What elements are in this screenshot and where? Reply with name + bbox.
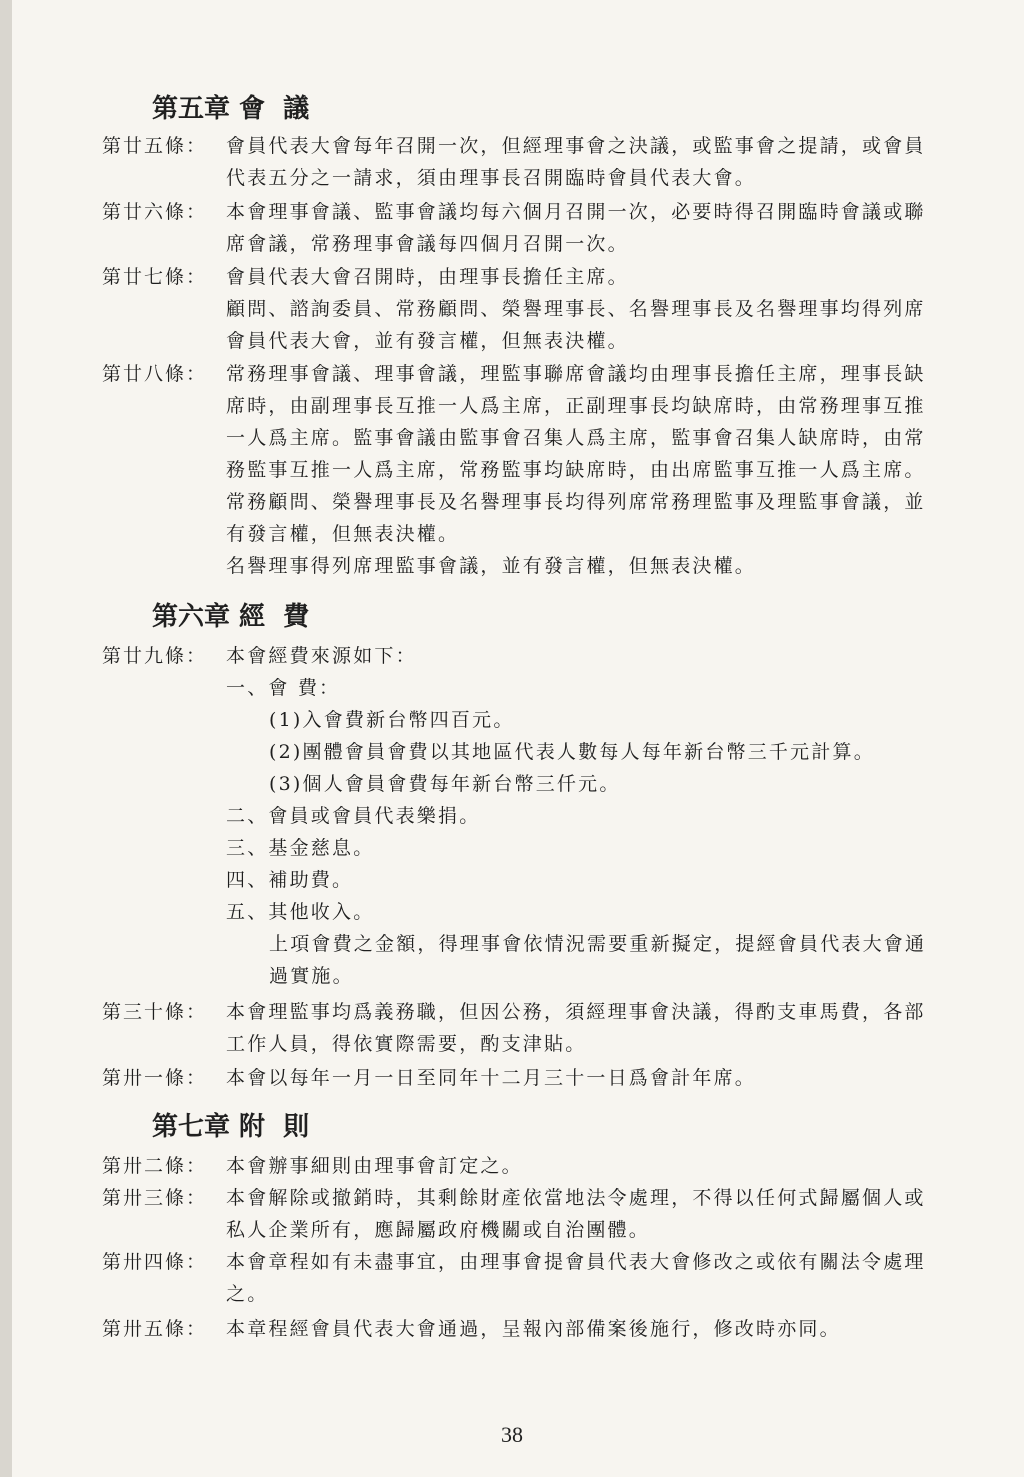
article-text-line: 一人爲主席。監事會議由監事會召集人爲主席，監事會召集人缺席時，由常: [226, 427, 926, 449]
list-subitem: (2)團體會員會費以其地區代表人數每人每年新台幣三千元計算。: [269, 741, 875, 763]
article-30: [102, 996, 982, 1060]
article-text-line: 上項會費之金額，得理事會依情況需要重新擬定，提經會員代表大會通: [269, 933, 927, 955]
article-number: 第卅五條：: [102, 1318, 208, 1340]
article-number: 第卅三條：: [102, 1187, 208, 1209]
article-text-line: 有發言權，但無表決權。: [226, 523, 460, 545]
article-text-line: 本會以每年一月一日至同年十二月三十一日爲會計年席。: [226, 1067, 757, 1089]
article-text-line: 本會理監事均爲義務職，但因公務，須經理事會決議，得酌支車馬費，各部: [226, 1001, 926, 1023]
article-number: 第三十條：: [102, 1001, 208, 1023]
article-text-line: 顧問、諮詢委員、常務顧問、榮譽理事長、名譽理事長及名譽理事均得列席: [226, 298, 926, 320]
article-text-line: 本會章程如有未盡事宜，由理事會提會員代表大會修改之或依有關法令處理: [226, 1251, 926, 1273]
list-subitem: (1)入會費新台幣四百元。: [269, 709, 515, 731]
article-text-line: 代表五分之一請求，須由理事長召開臨時會員代表大會。: [226, 167, 757, 189]
list-item: 五、其他收入。: [226, 901, 375, 923]
chapter-5-heading: 第五章 會 議: [152, 94, 310, 124]
article-number: 第廿六條：: [102, 201, 208, 223]
chapter-7-heading: 第七章 附 則: [152, 1112, 310, 1142]
article-text-line: 本會理事會議、監事會議均每六個月召開一次，必要時得召開臨時會議或聯: [226, 201, 926, 223]
page-number: 38: [501, 1422, 523, 1447]
list-subitem: (3)個人會員會費每年新台幣三仟元。: [269, 773, 621, 795]
article-text-line: 會員代表大會每年召開一次，但經理事會之決議，或監事會之提請，或會員: [226, 135, 926, 157]
article-34: [102, 1246, 982, 1310]
article-number: 第廿七條：: [102, 266, 208, 288]
article-number: 第廿五條：: [102, 135, 208, 157]
article-28: [102, 358, 982, 582]
list-item: 四、補助費。: [226, 869, 354, 891]
article-32: [102, 1150, 982, 1182]
list-item: 二、會員或會員代表樂捐。: [226, 805, 481, 827]
article-text-line: 本會經費來源如下：: [226, 645, 417, 667]
article-text-line: 務監事互推一人爲主席，常務監事均缺席時，由出席監事互推一人爲主席。: [226, 459, 926, 481]
article-text-line: 本章程經會員代表大會通過，呈報內部備案後施行，修改時亦同。: [226, 1318, 841, 1340]
article-text-line: 本會解除或撤銷時，其剩餘財產依當地法令處理，不得以任何式歸屬個人或: [226, 1187, 926, 1209]
article-text-line: 席時，由副理事長互推一人爲主席，正副理事長均缺席時，由常務理事互推: [226, 395, 926, 417]
article-35: [102, 1313, 982, 1345]
article-text-line: 席會議，常務理事會議每四個月召開一次。: [226, 233, 629, 255]
article-25: [102, 130, 982, 194]
article-number: 第卅一條：: [102, 1067, 208, 1089]
article-29: [102, 640, 982, 992]
article-text-line: 名譽理事得列席理監事會議，並有發言權，但無表決權。: [226, 555, 757, 577]
article-text-line: 之。: [226, 1283, 269, 1305]
article-text-line: 會員代表大會，並有發言權，但無表決權。: [226, 330, 629, 352]
article-number: 第卅四條：: [102, 1251, 208, 1273]
list-item: 三、基金慈息。: [226, 837, 375, 859]
page-edge: [0, 0, 12, 1477]
article-number: 第廿八條：: [102, 363, 208, 385]
article-26: [102, 196, 982, 260]
article-number: 第廿九條：: [102, 645, 208, 667]
chapter-6-heading: 第六章 經 費: [152, 602, 310, 632]
article-text-line: 常務理事會議、理事會議，理監事聯席會議均由理事長擔任主席，理事長缺: [226, 363, 926, 385]
article-31: [102, 1062, 982, 1094]
list-item: 一、會 費：: [226, 677, 341, 699]
article-text-line: 常務顧問、榮譽理事長及名譽理事長均得列席常務理監事及理監事會議，並: [226, 491, 926, 513]
article-text-line: 工作人員，得依實際需要，酌支津貼。: [226, 1033, 587, 1055]
article-27: [102, 261, 982, 357]
article-text-line: 過實施。: [269, 965, 354, 987]
article-text-line: 私人企業所有，應歸屬政府機關或自治團體。: [226, 1219, 651, 1241]
article-number: 第卅二條：: [102, 1155, 208, 1177]
article-text-line: 本會辦事細則由理事會訂定之。: [226, 1155, 523, 1177]
article-text-line: 會員代表大會召開時，由理事長擔任主席。: [226, 266, 629, 288]
article-33: [102, 1182, 982, 1246]
